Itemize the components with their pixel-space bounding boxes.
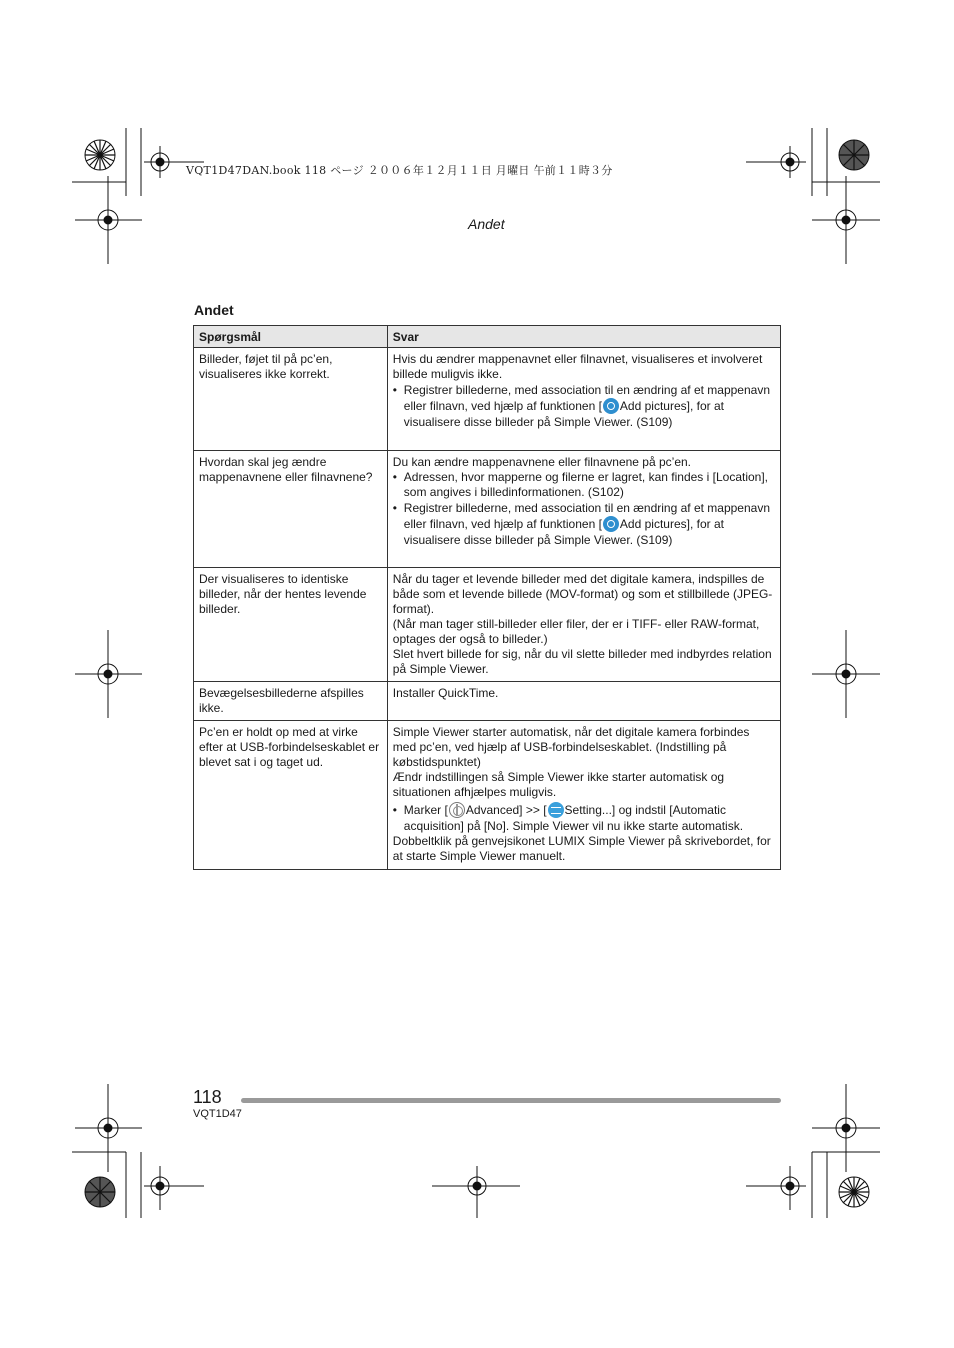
running-header: Andet <box>468 216 505 232</box>
star-target-icon <box>839 140 869 170</box>
question-cell: Pc’en er holdt op med at virke efter at USB-forbindelseskablet er blevet sat i og taget ud. <box>194 721 388 870</box>
column-header-answer: Svar <box>387 326 780 348</box>
section-title: Andet <box>194 302 234 318</box>
list-item: • Marker [ Advanced] >> [ Setting...] og indstil [Automatic acquisition] på [No]. Simple Viewer vil nu ikke starte automatisk. <box>393 802 775 834</box>
crosshair-icon <box>812 630 880 718</box>
setting-icon <box>548 802 564 818</box>
crosshair-icon <box>746 146 806 178</box>
table-row <box>194 721 781 870</box>
question-cell: Billeder, føjet til på pc’en, visualiseres ikke korrekt. <box>194 348 388 451</box>
crosshair-icon <box>812 1084 880 1172</box>
crosshair-icon <box>144 1166 204 1210</box>
answer-cell: Installer QuickTime. <box>387 682 780 721</box>
list-item: • Adressen, hvor mapperne og filerne er lagret, kan findes i [Location], som angives i billedinformationen. (S102) <box>393 470 775 500</box>
star-target-icon <box>85 140 115 170</box>
advanced-globe-icon <box>449 802 465 818</box>
question-cell: Bevægelsesbillederne afspilles ikke. <box>194 682 388 721</box>
add-pictures-icon <box>603 516 619 532</box>
table-row <box>194 568 781 682</box>
table-header-row <box>194 326 781 348</box>
table-row <box>194 451 781 568</box>
faq-table <box>193 325 781 870</box>
answer-cell: Simple Viewer starter automatisk, når det digitale kamera forbindes med pc’en, ved hjælp af USB-forbindelseskablet. (Indstilling på købstidspunktet) Ændr indstillingen så Simple Viewer ikke starter automatisk og situationen afhjælpes muligvis. • Marker [ Advanced] >> [ Setting...] og indstil [Automatic acquisition] på [No]. Simple Viewer vil nu ikke starte automatisk. Dobbeltklik på genvejsikonet LUMIX Simple Viewer på skrivebordet, for at starte Simple Viewer manuelt. <box>387 721 780 870</box>
list-item: • Registrer billederne, med association til en ændring af et mappenavn eller filnavn, ved hjælp af funktionen [ Add pictures], for at visualisere disse billeder på Simple Viewer. (S109) <box>393 382 775 430</box>
crosshair-icon <box>812 176 880 264</box>
question-cell: Der visualiseres to identiske billeder, når der hentes levende billeder. <box>194 568 388 682</box>
answer-cell: Hvis du ændrer mappenavnet eller filnavnet, visualiseres et involveret billede muligvis ikke. • Registrer billederne, med association til en ændring af et mappenavn eller filnavn, ved hjælp af funktionen [ Add pictures], for at visualisere disse billeder på Simple Viewer. (S109) <box>387 348 780 451</box>
page-number: 118 <box>193 1087 222 1107</box>
answer-cell: Du kan ændre mappenavnene eller filnavnene på pc’en. • Adressen, hvor mapperne og filerne er lagret, kan findes i [Location], som angives i billedinformationen. (S102) • Registrer billederne, med association til en ændring af et mappenavn eller filnavn, ved hjælp af funktionen [ Add pictures], for at visualisere disse billeder på Simple Viewer. (S109) <box>387 451 780 568</box>
list-item: • Registrer billederne, med association til en ændring af et mappenavn eller filnavn, ved hjælp af funktionen [ Add pictures], for at visualisere disse billeder på Simple Viewer. (S109) <box>393 500 775 548</box>
star-target-icon <box>85 1177 115 1207</box>
crosshair-icon <box>75 630 142 718</box>
table-row <box>194 682 781 721</box>
crosshair-icon <box>75 1084 142 1172</box>
question-cell: Hvordan skal jeg ændre mappenavnene eller filnavnene? <box>194 451 388 568</box>
crosshair-icon <box>75 176 142 264</box>
column-header-question: Spørgsmål <box>194 326 388 348</box>
answer-cell: Når du tager et levende billeder med det digitale kamera, indspilles de både som et levende billede (MOV-format) og som et stillbillede (JPEG-format). (Når man tager still-billeder eller filer, der er i TIFF- eller RAW-format, optages der også to billeder.) Slet hvert billede for sig, når du vil slette billeder med indbyrdes relation på Simple Viewer. <box>387 568 780 682</box>
footer-rule <box>241 1098 781 1103</box>
add-pictures-icon <box>603 398 619 414</box>
crosshair-icon <box>432 1166 520 1218</box>
document-code: VQT1D47 <box>193 1108 242 1120</box>
crosshair-icon <box>746 1166 806 1210</box>
table-row <box>194 348 781 451</box>
print-header: VQT1D47DAN.book 118 ページ ２００６年１２月１１日 月曜日 午前１１時３分 <box>186 164 613 177</box>
star-target-icon <box>839 1177 869 1207</box>
